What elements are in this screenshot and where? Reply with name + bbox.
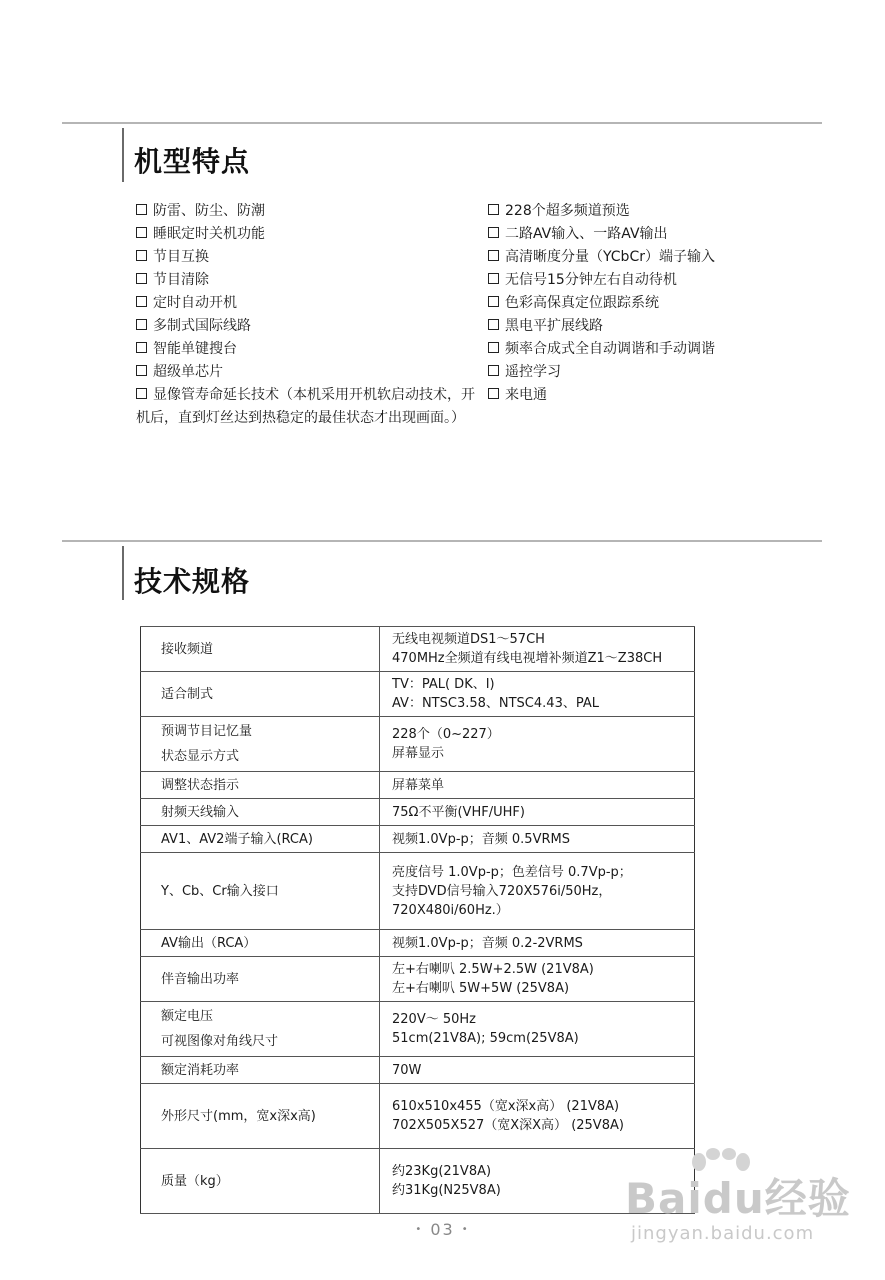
specs-title: 技术规格	[134, 565, 251, 598]
spec-value: AV：NTSC3.58、NTSC4.43、PAL	[392, 696, 599, 711]
feature-item: 高清晰度分量（YCbCr）端子输入	[488, 246, 788, 269]
feature-item: 显像管寿命延长技术（本机采用开机软启动技术，开机后，直到灯丝达到热稳定的最佳状态才出现画面。）	[136, 387, 475, 426]
checkbox-icon	[488, 296, 499, 307]
spec-value: 228个（0~227）	[392, 727, 500, 742]
feature-item: 多制式国际线路	[136, 315, 481, 338]
spec-value: 610x510x455（宽x深x高） (21V8A)	[392, 1099, 620, 1114]
middle-divider	[62, 540, 822, 542]
spec-value: 720X480i/60Hz.）	[392, 902, 509, 918]
section-marker	[122, 128, 124, 182]
spec-table	[140, 626, 695, 1214]
spec-value: 支持DVD信号输入720X576i/50Hz，	[392, 883, 612, 899]
spec-value: 220V～ 50Hz	[392, 1012, 476, 1027]
spec-value: 约23Kg(21V8A)	[392, 1164, 492, 1179]
baidu-watermark	[625, 1148, 875, 1258]
spec-value: 视频1.0Vp-p；音频 0.5VRMS	[392, 831, 570, 847]
feature-item: 频率合成式全自动调谐和手动调谐	[488, 338, 788, 361]
spec-value: 无线电视频道DS1～57CH	[392, 632, 545, 647]
checkbox-icon	[136, 365, 147, 376]
features-left-list	[136, 200, 481, 430]
spec-value: 左+右喇叭 2.5W+2.5W (21V8A)	[392, 962, 594, 977]
dot-left: •	[415, 1224, 424, 1235]
table-row	[141, 826, 695, 853]
spec-label: 质量（kg）	[161, 1173, 229, 1189]
spec-label: 状态显示方式	[161, 749, 240, 764]
feature-item: 无信号15分钟左右自动待机	[488, 269, 788, 292]
spec-label: 额定消耗功率	[161, 1062, 240, 1078]
feature-item: 定时自动开机	[136, 292, 481, 315]
table-row	[141, 853, 695, 930]
spec-value: 470MHz全频道有线电视增补频道Z1～Z38CH	[392, 651, 663, 666]
table-row	[141, 957, 695, 1002]
checkbox-icon	[488, 388, 499, 399]
watermark-logo: Baidu经验	[625, 1174, 851, 1223]
checkbox-icon	[136, 319, 147, 330]
spec-label: AV1、AV2端子输入(RCA)	[161, 831, 313, 847]
checkbox-icon	[136, 250, 147, 261]
feature-item: 防雷、防尘、防潮	[136, 200, 481, 223]
spec-value: 亮度信号 1.0Vp-p；色差信号 0.7Vp-p；	[392, 864, 632, 880]
feature-item: 节目清除	[136, 269, 481, 292]
checkbox-icon	[136, 273, 147, 284]
checkbox-icon	[136, 227, 147, 238]
feature-item: 遥控学习	[488, 361, 788, 384]
table-row	[141, 930, 695, 957]
page-number	[395, 1220, 490, 1239]
checkbox-icon	[488, 250, 499, 261]
feature-item: 来电通	[488, 384, 788, 407]
spec-value: 51cm(21V8A); 59cm(25V8A)	[392, 1031, 579, 1046]
checkbox-icon	[136, 388, 147, 399]
spec-label: 外形尺寸(mm，宽x深x高)	[161, 1108, 316, 1124]
checkbox-icon	[488, 319, 499, 330]
features-right-list	[488, 200, 788, 407]
spec-value: 75Ω不平衡(VHF/UHF)	[392, 804, 525, 820]
spec-value: TV：PAL( DK、I)	[392, 677, 495, 692]
spec-label: 预调节目记忆量	[161, 724, 253, 739]
spec-value: 702X505X527（宽X深X高） (25V8A)	[392, 1118, 624, 1133]
spec-label: 可视图像对角线尺寸	[161, 1034, 279, 1049]
spec-label: 射频天线输入	[161, 804, 240, 820]
table-row	[141, 1002, 695, 1057]
dot-right: •	[461, 1224, 470, 1235]
checkbox-icon	[488, 227, 499, 238]
spec-value: 左+右喇叭 5W+5W (25V8A)	[392, 981, 570, 996]
checkbox-icon	[488, 204, 499, 215]
table-row	[141, 1149, 695, 1214]
feature-item: 睡眠定时关机功能	[136, 223, 481, 246]
table-row	[141, 1057, 695, 1084]
page-number-text: 03	[430, 1220, 455, 1239]
features-title: 机型特点	[134, 145, 251, 178]
spec-value: 约31Kg(N25V8A)	[392, 1183, 501, 1198]
checkbox-icon	[136, 204, 147, 215]
table-row	[141, 627, 695, 672]
feature-item: 228个超多频道预选	[488, 200, 788, 223]
spec-label: Y、Cb、Cr输入接口	[161, 883, 279, 899]
spec-label: 伴音输出功率	[161, 971, 240, 987]
spec-label: 额定电压	[161, 1009, 214, 1024]
table-row	[141, 1084, 695, 1149]
feature-item: 黑电平扩展线路	[488, 315, 788, 338]
watermark-url: jingyan.baidu.com	[631, 1223, 815, 1244]
spec-label: 接收频道	[161, 641, 214, 657]
spec-value: 70W	[392, 1062, 422, 1078]
feature-item: 智能单键搜台	[136, 338, 481, 361]
feature-item: 节目互换	[136, 246, 481, 269]
feature-item: 二路AV输入、一路AV输出	[488, 223, 788, 246]
checkbox-icon	[488, 273, 499, 284]
checkbox-icon	[136, 342, 147, 353]
checkbox-icon	[136, 296, 147, 307]
spec-label: AV输出（RCA）	[161, 935, 257, 951]
checkbox-icon	[488, 342, 499, 353]
table-row	[141, 672, 695, 717]
section-marker	[122, 546, 124, 600]
spec-label: 调整状态指示	[161, 777, 240, 793]
table-row	[141, 799, 695, 826]
checkbox-icon	[488, 365, 499, 376]
spec-value: 屏幕菜单	[392, 777, 445, 793]
table-row	[141, 772, 695, 799]
spec-label: 适合制式	[161, 686, 214, 702]
feature-item: 超级单芯片	[136, 361, 481, 384]
top-divider	[62, 122, 822, 124]
feature-item: 色彩高保真定位跟踪系统	[488, 292, 788, 315]
spec-value: 视频1.0Vp-p；音频 0.2-2VRMS	[392, 935, 583, 951]
spec-value: 屏幕显示	[392, 746, 445, 761]
table-row	[141, 717, 695, 772]
